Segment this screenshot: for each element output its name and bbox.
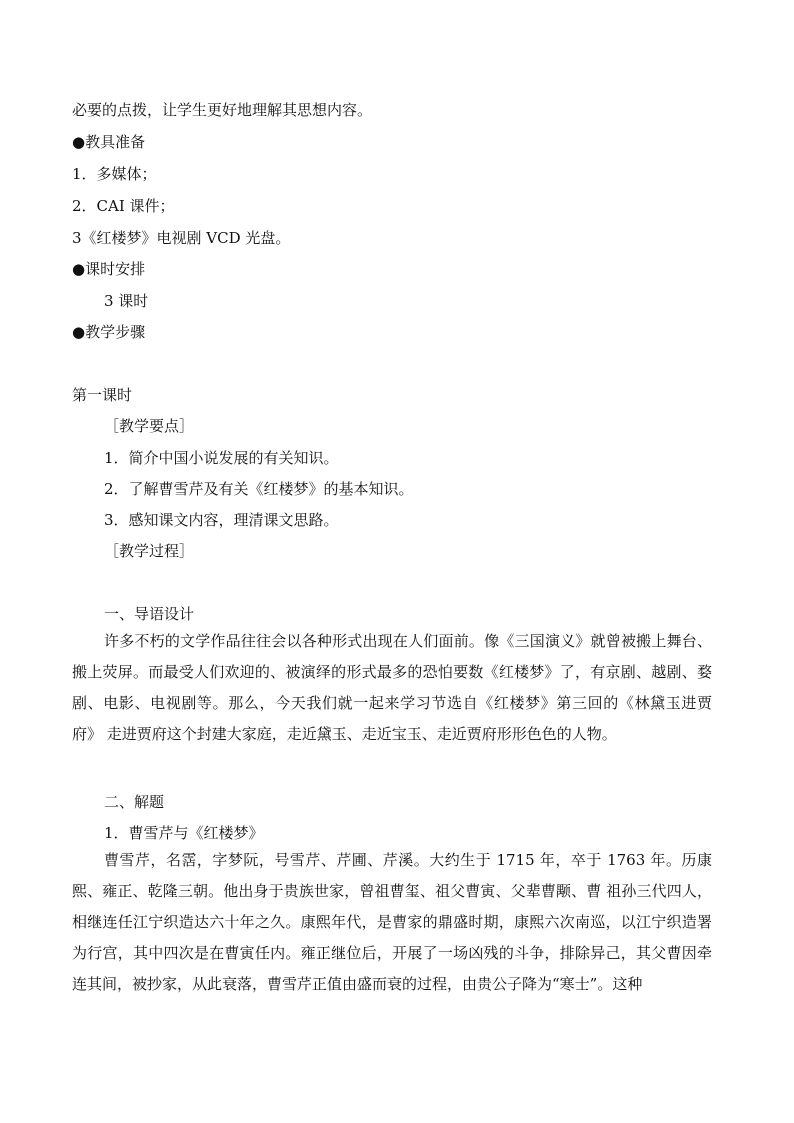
steps-heading: ●教学步骤: [72, 323, 146, 341]
tools-item-2: 2．CAI 课件；: [72, 197, 175, 215]
tools-heading: ●教具准备: [72, 133, 146, 151]
key-point-3: 3．感知课文内容，理清课文思路。: [104, 511, 339, 529]
section-2-title: 二、解题: [104, 793, 165, 811]
lesson-title: 第一课时: [72, 386, 133, 404]
key-point-2: 2．了解曹雪芹及有关《红楼梦》的基本知识。: [104, 480, 414, 498]
tools-item-1: 1．多媒体；: [72, 165, 157, 183]
process-heading: ［教学过程］: [104, 542, 195, 560]
paragraph-top: 必要的点拨，让学生更好地理解其思想内容。: [72, 101, 373, 119]
tools-item-3: 3《红楼梦》电视剧 VCD 光盘。: [72, 229, 291, 247]
key-point-1: 1．简介中国小说发展的有关知识。: [104, 449, 339, 467]
key-points-heading: ［教学要点］: [104, 417, 195, 435]
schedule-heading: ●课时安排: [72, 260, 146, 278]
section-1-title: 一、导语设计: [104, 605, 195, 623]
schedule-value: 3 课时: [104, 292, 149, 310]
section-2-paragraph: 曹雪芹，名霑，字梦阮，号雪芹、芹圃、芹溪。大约生于 1715 年，卒于 1763 年。历康熙、雍正、乾隆三朝。他出身于贵族世家，曾祖曹玺、祖父曹寅、父辈曹颙、曹 祖孙三代四人，相继连任江宁织造达六十年之久。康熙年代，是曹家的鼎盛时期，康熙六次南巡，以江宁织造署为行宫，其中四次是在曹寅任内。雍正继位后，开展了一场凶残的斗争，排除异己，其父曹因牵连其间，被抄家，从此衰落，曹雪芹正值由盛而衰的过程，由贵公子降为“寒士”。这种: [72, 851, 712, 993]
section-1-paragraph: 许多不朽的文学作品往往会以各种形式出现在人们面前。像《三国演义》就曾被搬上舞台、搬上荧屏。而最受人们欢迎的、被演绎的形式最多的恐怕要数《红楼梦》了，有京剧、越剧、婺剧、电影、电视剧等。那么，今天我们就一起来学习节选自《红楼梦》第三回的《林黛玉进贾府》 走进贾府这个封建大家庭，走近黛玉、走近宝玉、走近贾府形形色色的人物。: [72, 632, 712, 743]
section-2-subtitle: 1．曹雪芹与《红楼梦》: [104, 824, 264, 842]
